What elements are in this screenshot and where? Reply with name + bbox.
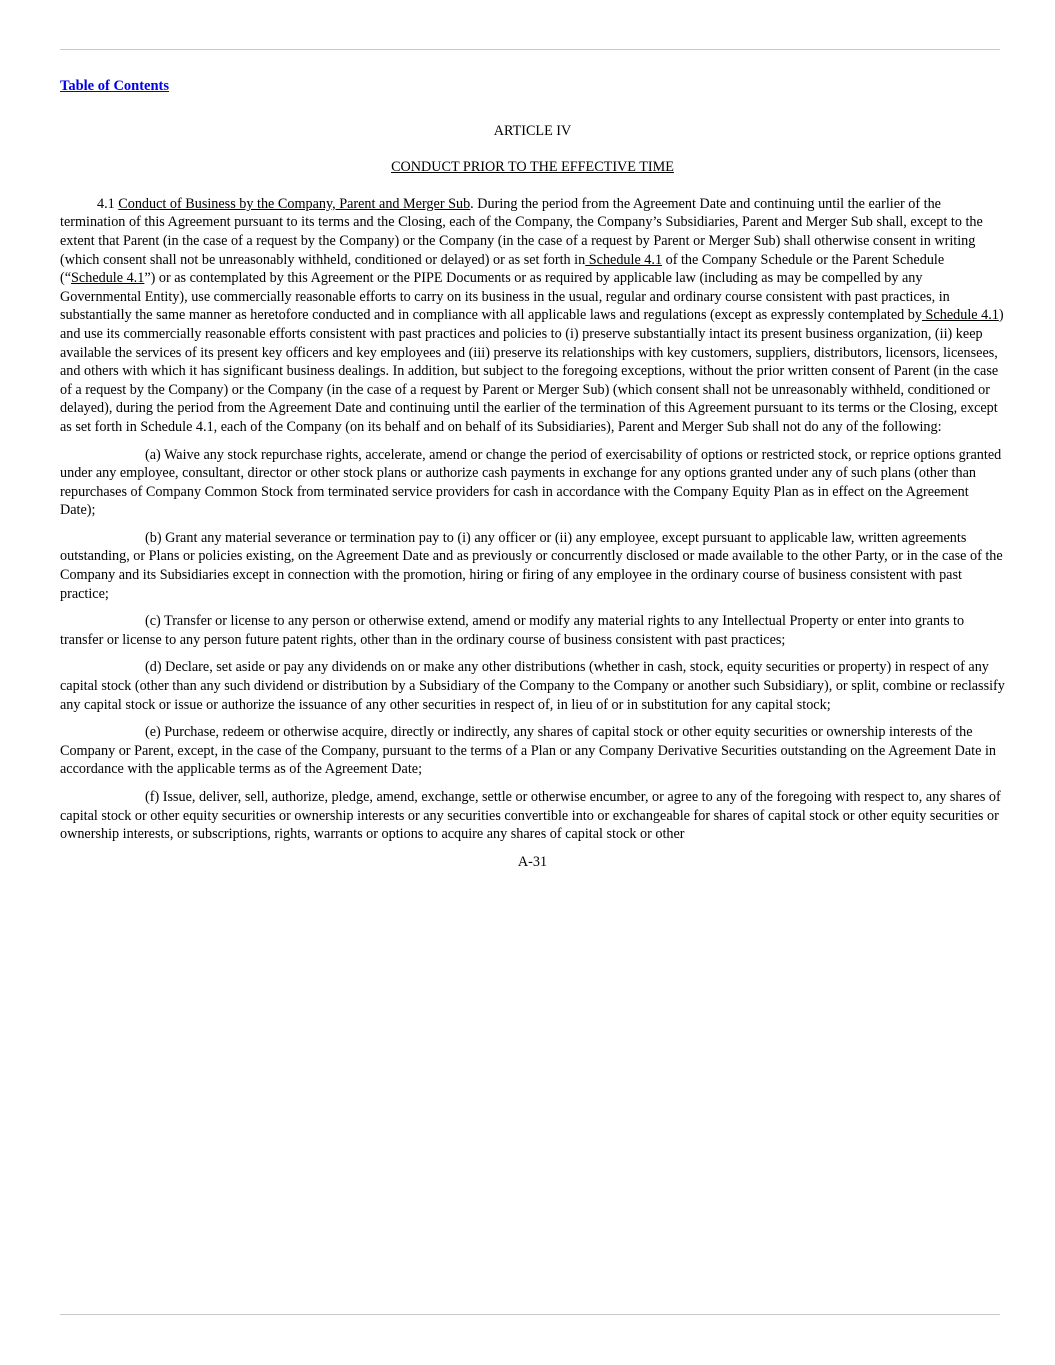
list-item-d: (d) Declare, set aside or pay any dividends on or make any other distributions (whether in cash, stock, equity securities or property) in respect of any capital stock (other than any such dividend or distribution by a Subsidiary of the Company to the Company or another such Subsidiary), or split, combine or reclassify any capital stock or issue or authorize the issuance of any other securities in respect of, in lieu of or in substitution for any capital stock; — [60, 659, 1005, 713]
list-item-b: (b) Grant any material severance or termination pay to (i) any officer or (ii) any employee, except pursuant to applicable law, written agreements outstanding, or Plans or policies existing, on the Agreement Date and as previously or concurrently disclosed or made available to the other Party, or in the case of the Company and its Subsidiaries except in connection with the promotion, hiring or firing of any employee in the ordinary course of business consistent with past practice; — [60, 529, 1003, 602]
section-heading: Conduct of Business by the Company, Parent and Merger Sub — [118, 195, 471, 212]
schedule-reference: Schedule 4.1 — [585, 251, 663, 268]
schedule-reference: Schedule 4.1 — [922, 307, 999, 324]
section-text: . During the period from the Agreement Date and continuing until the earlier of the termination of this Agreement pursuant to its terms and the Closing, each of the Company, the Company’s Subsidiaries, Parent and Merger Sub shall, except to the extent that Parent (in the case of a request by the Company) or the Company (in the case of a request by Parent or Merger Sub) shall otherwise consent in writing (which consent shall not be unreasonably withheld, conditioned or delayed) or as set forth in — [60, 195, 983, 268]
section-number: 4.1 — [97, 195, 119, 212]
article-heading: ARTICLE IV — [493, 122, 572, 139]
bottom-divider — [60, 1314, 1000, 1315]
section-text: of the Company Schedule or the Parent Schedule (“ — [60, 251, 945, 287]
document-page — [60, 77, 1005, 871]
section-4-1-paragraph — [60, 195, 1005, 437]
list-item-f: (f) Issue, deliver, sell, authorize, pledge, amend, exchange, settle or otherwise encumber, or agree to any of the foregoing with respect to, any shares of capital stock or other equity securities or ownership interests or any securities convertible into or exchangeable for shares of capital stock or other equity securities or ownership interests, or subscriptions, rights, warrants or options to acquire any shares of capital stock or other — [60, 789, 1001, 843]
list-item-e: (e) Purchase, redeem or otherwise acquire, directly or indirectly, any shares of capital stock or other equity securities or ownership interests of the Company or Parent, except, in the case of the Company, pursuant to the terms of a Plan or any Company Derivative Securities outstanding on the Agreement Date in accordance with the applicable terms as of the Agreement Date; — [60, 724, 997, 778]
top-divider — [60, 49, 1000, 50]
section-text: ”) or as contemplated by this Agreement or the PIPE Documents or as required by applicable law (including as may be compelled by any Governmental Entity), use commercially reasonable efforts to carry on its business in the usual, regular and ordinary course consistent with past practices, in substantially the same manner as heretofore conducted and in compliance with all applicable laws and regulations (except as expressly contemplated by — [60, 270, 950, 324]
table-of-contents-link[interactable]: Table of Contents — [60, 78, 170, 94]
page-number: A-31 — [517, 853, 548, 870]
schedule-reference: Schedule 4.1 — [71, 270, 145, 287]
list-item-c: (c) Transfer or license to any person or otherwise extend, amend or modify any material rights to any Intellectual Property or enter into grants to transfer or license to any person future patent rights, other than in the ordinary course of business consistent with past practices; — [60, 613, 965, 648]
article-title: CONDUCT PRIOR TO THE EFFECTIVE TIME — [391, 159, 674, 176]
section-text: ) and use its commercially reasonable efforts consistent with past practices and policies to (i) preserve substantially intact its present business organization, (ii) keep available the services of its present key officers and key employees and (iii) preserve its relationships with key customers, suppliers, distributors, licensors, licensees, and others with which it has significant business dealings. In addition, but subject to the foregoing exceptions, without the prior written consent of Parent (in the case of a request by the Company) or the Company (in the case of a request by Parent or Merger Sub) (which consent shall not be unreasonably withheld, conditioned or delayed), during the period from the Agreement Date and continuing until the earlier of the termination of this Agreement pursuant to its terms or the Closing, except as set forth in Schedule 4.1, each of the Company (on its behalf and on behalf of its Subsidiaries), Parent and Merger Sub shall not do any of the following: — [60, 307, 1004, 435]
list-item-a: (a) Waive any stock repurchase rights, accelerate, amend or change the period of exercisability of options or restricted stock, or reprice options granted under any employee, consultant, director or other stock plans or authorize cash payments in exchange for any options granted under any of such plans (other than repurchases of Company Common Stock from terminated service providers for cash in accordance with the Company Equity Plan as in effect on the Agreement Date); — [60, 446, 1002, 519]
